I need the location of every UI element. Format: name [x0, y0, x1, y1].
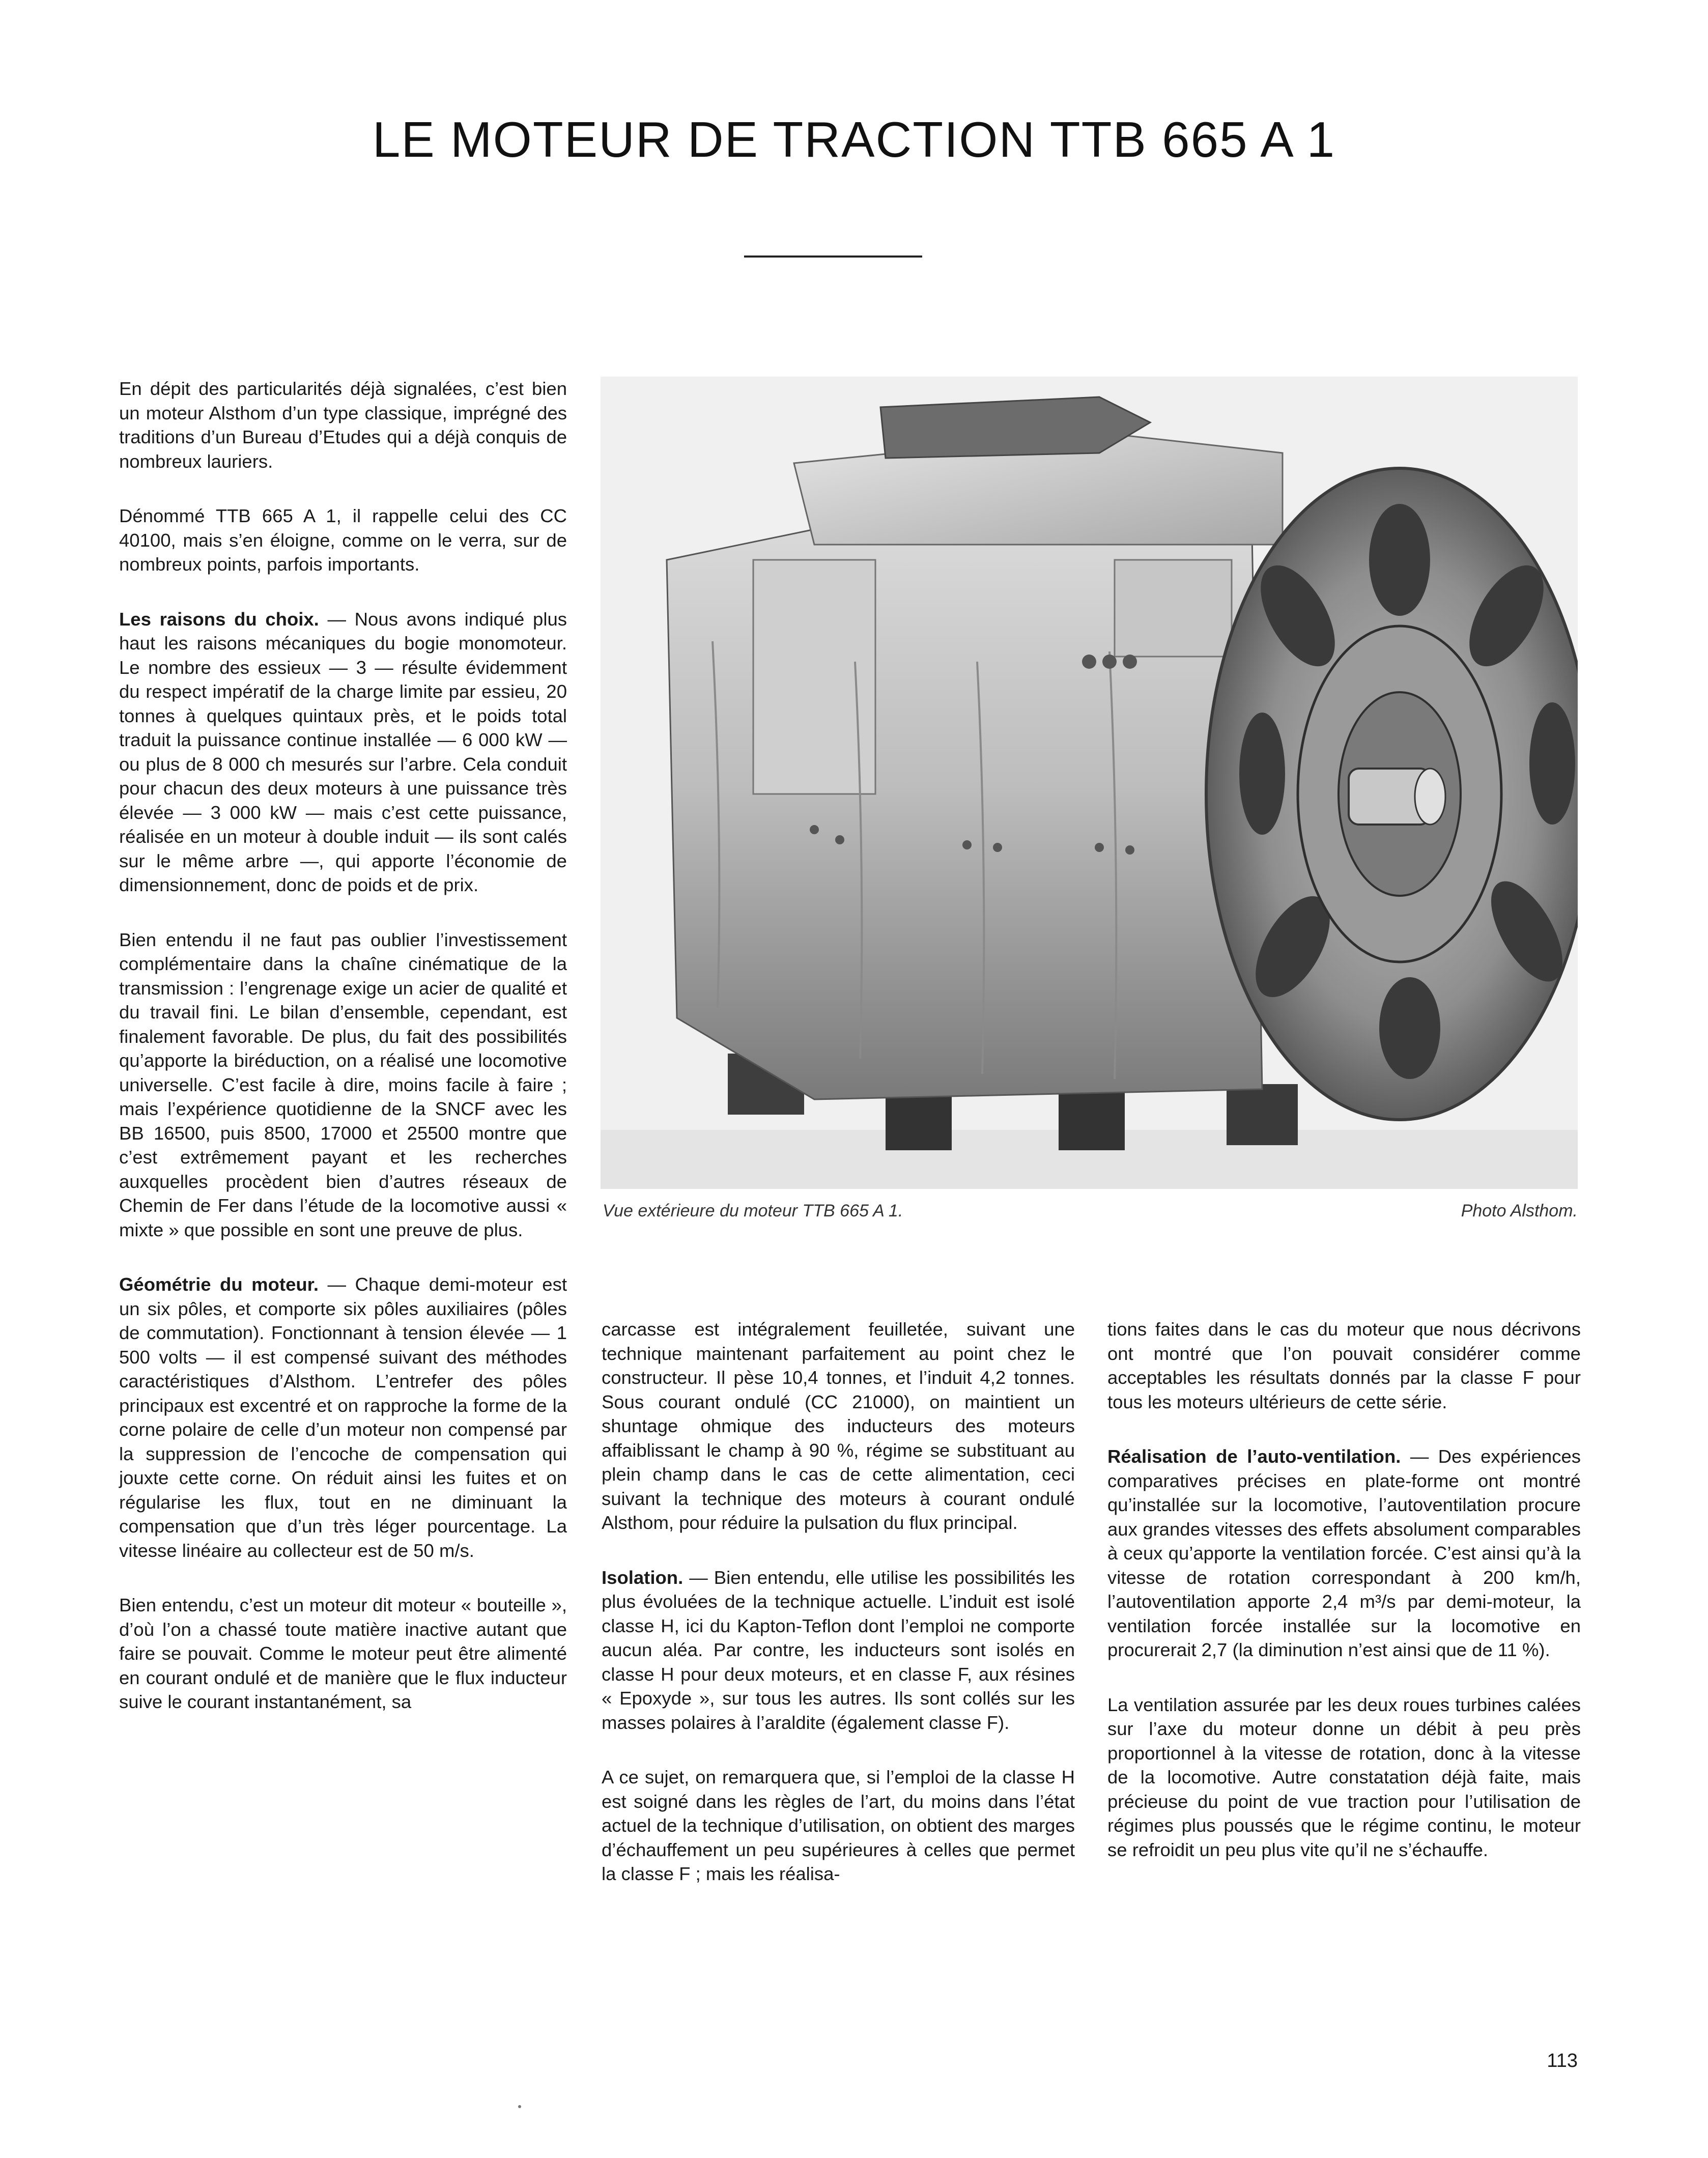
middle-paragraph-2-body: — Bien entendu, elle utilise les possibilités les plus évoluées de la technique actuelle. L’induit est isolé classe H, ici du Kapton-Teflon dont l’emploi ne comporte aucun aléa. Par contre, les inducteurs sont isolés en classe H pour deux moteurs, et en classe F, aux résines « Epoxyde », sur tous les autres. Ils sont collés sur les masses polaires à l’araldite (également classe F).: [602, 1567, 1075, 1733]
left-paragraph-5-body: — Chaque demi-moteur est un six pôles, et comporte six pôles auxiliaires (pôles de commutation). Fonctionnant à tension élevée — 1 500 volts — il est compensé suivant des méthodes caractéristiques d’Alsthom. L’entrefer des pôles principaux est excentré et on rapproche la forme de la corne polaire de celle d’un moteur non compensé par la suppression de l’encoche de compensation qui jouxte cette corne. On réduit ainsi les fuites et on régularise les flux, tout en ne diminuant la compensation que d’un très léger pourcentage. La vitesse linéaire au collecteur est de 50 m/s.: [119, 1274, 567, 1561]
scan-speck: [518, 2105, 521, 2108]
left-paragraph-3: [119, 607, 567, 897]
page-number: 113: [1547, 2050, 1578, 2071]
middle-column: [602, 1317, 1075, 1917]
left-paragraph-1: En dépit des particularités déjà signalées, c’est bien un moteur Alsthom d’un type classique, imprégné des traditions d’un Bureau d’Etudes qui a déjà conquis de nombreux lauriers.: [119, 378, 567, 472]
section-heading-ventilation: Réalisation de l’auto-ventilation.: [1107, 1446, 1401, 1467]
photo-credit: Photo Alsthom.: [1461, 1201, 1578, 1220]
page-title: LE MOTEUR DE TRACTION TTB 665 A 1: [372, 111, 1336, 167]
right-paragraph-1: tions faites dans le cas du moteur que nous décrivons ont montré que l’on pouvait considérer comme acceptables les résultats donnés par la classe F pour tous les moteurs ultérieurs de cette série.: [1107, 1319, 1581, 1412]
right-column: [1107, 1317, 1581, 1892]
section-heading-geometrie: Géométrie du moteur.: [119, 1274, 319, 1295]
middle-paragraph-2: [602, 1566, 1075, 1735]
right-paragraph-3: La ventilation assurée par les deux roues turbines calées sur l’axe du moteur donne un débit à peu près proportionnel à la vitesse de rotation, donc à la vitesse de la locomotive. Autre constatation déjà faite, mais précieuse du point de vue traction pour l’utilisation de régimes plus poussés que le régime continu, le moteur se refroidit un peu plus vite qu’il ne s’échauffe.: [1107, 1694, 1581, 1860]
right-paragraph-2-body: — Des expériences comparatives précises en plate-forme ont montré qu’installée sur la locomotive, l’autoventilation procure aux grandes vitesses des effets absolument comparables à ceux qu’apporte la ventilation forcée. C’est ainsi qu’à la vitesse de rotation correspondant à 200 km/h, l’autoventilation apporte 2,4 m³/s par demi-moteur, la ventilation forcée installée sur la locomotive en procurerait 2,7 (la diminution n’est ainsi que de 11 %).: [1107, 1446, 1581, 1660]
left-paragraph-4: Bien entendu il ne faut pas oublier l’investissement complémentaire dans la chaîne cinématique de la transmission : l’engrenage exige un acier de qualité et du travail fini. Le bilan d’ensemble, cependant, est finalement favorable. De plus, du fait des possibilités qu’apporte la biréduction, on a réalisé une locomotive universelle. C’est facile à dire, moins facile à faire ; mais l’expérience quotidienne de la SNCF avec les BB 16500, puis 8500, 17000 et 25500 montre que c’est extrêmement payant et les recherches auxquelles procèdent bien d’autres réseaux de Chemin de Fer dans l’étude de la locomotive aussi « mixte » que possible en sont une preuve de plus.: [119, 929, 567, 1240]
middle-paragraph-1: carcasse est intégralement feuilletée, suivant une technique maintenant parfaitement au point chez le constructeur. Il pèse 10,4 tonnes, et l’induit 4,2 tonnes. Sous courant ondulé (CC 21000), on maintient un shuntage ohmique des inducteurs des moteurs affaiblissant le champ à 90 %, régime se substituant au plein champ dans le cas de cette alimentation, ceci suivant la technique des moteurs à courant ondulé Alsthom, pour réduire la pulsation du flux principal.: [602, 1319, 1075, 1533]
motor-illustration: [601, 377, 1578, 1189]
section-heading-raisons: Les raisons du choix.: [119, 608, 319, 630]
section-heading-isolation: Isolation.: [602, 1567, 684, 1588]
middle-paragraph-3: A ce sujet, on remarquera que, si l’emploi de la classe H est soigné dans les règles de l’art, du moins dans l’état actuel de la technique d’utilisation, on obtient des marges d’échauffement un peu supérieures à celles que permet la classe F ; mais les réalisa-: [602, 1767, 1075, 1884]
left-column: [119, 377, 567, 1745]
left-paragraph-5: [119, 1272, 567, 1563]
left-paragraph-2: Dénommé TTB 665 A 1, il rappelle celui des CC 40100, mais s’en éloigne, comme on le verra, sur de nombreux points, parfois importants.: [119, 505, 567, 575]
right-paragraph-2: [1107, 1444, 1581, 1662]
left-paragraph-6: Bien entendu, c’est un moteur dit moteur « bouteille », d’où l’on a chassé toute matière inactive autant que faire se pouvait. Comme le moteur peut être alimenté en courant ondulé et de manière que le flux inducteur suive le courant instantanément, sa: [119, 1595, 567, 1712]
photo-caption: Vue extérieure du moteur TTB 665 A 1.: [603, 1201, 903, 1220]
left-paragraph-3-body: — Nous avons indiqué plus haut les raisons mécaniques du bogie monomoteur. Le nombre des essieux — 3 — résulte évidemment du respect impératif de la charge limite par essieu, 20 tonnes à quelques quintaux près, et le poids total traduit la puissance continue installée — 6 000 kW — ou plus de 8 000 ch mesurés sur l’arbre. Cela conduit pour chacun des deux moteurs à une puissance très élevée — 3 000 kW — mais c’est cette puissance, réalisée en un moteur à double induit — ils sont calés sur le même arbre —, qui apporte l’économie de dimensionnement, donc de poids et de prix.: [119, 608, 567, 895]
title-rule: [744, 255, 922, 258]
motor-photo: [601, 377, 1578, 1189]
